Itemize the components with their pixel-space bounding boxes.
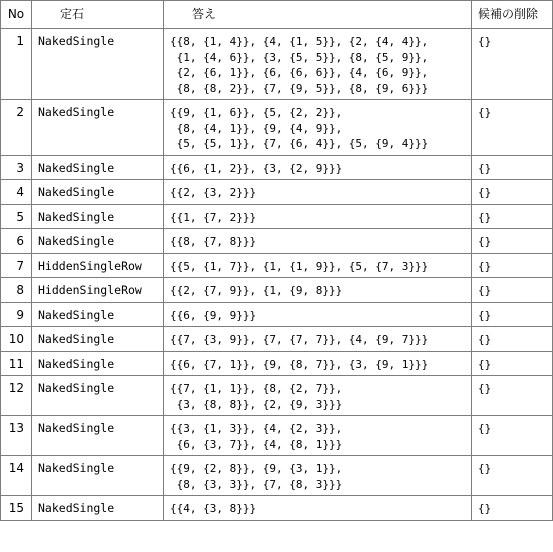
row-answer bbox=[164, 29, 472, 100]
answer-line: {8, {3, 3}}, {7, {8, 3}}} bbox=[170, 477, 343, 491]
row-pattern: NakedSingle bbox=[32, 416, 164, 456]
table-row bbox=[1, 302, 553, 327]
row-number: 8 bbox=[1, 278, 32, 303]
answer-line: {{5, {1, 7}}, {1, {1, 9}}, {5, {7, 3}}} bbox=[170, 259, 429, 273]
answer-line: {{6, {7, 1}}, {9, {8, 7}}, {3, {9, 1}}} bbox=[170, 357, 429, 371]
row-pattern: NakedSingle bbox=[32, 376, 164, 416]
table-row bbox=[1, 456, 553, 496]
row-answer bbox=[164, 229, 472, 254]
header-answer: 答え bbox=[164, 1, 472, 29]
row-answer bbox=[164, 180, 472, 205]
table-row bbox=[1, 180, 553, 205]
row-candidates: {} bbox=[472, 29, 553, 100]
answer-line: {2, {6, 1}}, {6, {6, 6}}, {4, {6, 9}}, bbox=[170, 66, 429, 79]
answer-line: {{9, {2, 8}}, {9, {3, 1}}, bbox=[170, 462, 343, 475]
row-pattern: NakedSingle bbox=[32, 29, 164, 100]
row-candidates: {} bbox=[472, 302, 553, 327]
row-number: 6 bbox=[1, 229, 32, 254]
answer-line: {6, {3, 7}}, {4, {8, 1}}} bbox=[170, 437, 343, 451]
row-candidates: {} bbox=[472, 155, 553, 180]
row-pattern: NakedSingle bbox=[32, 204, 164, 229]
row-candidates: {} bbox=[472, 229, 553, 254]
row-candidates: {} bbox=[472, 204, 553, 229]
row-answer bbox=[164, 278, 472, 303]
table-row bbox=[1, 204, 553, 229]
row-answer bbox=[164, 302, 472, 327]
answer-line: {{9, {1, 6}}, {5, {2, 2}}, bbox=[170, 106, 343, 119]
row-candidates: {} bbox=[472, 180, 553, 205]
answer-line: {1, {4, 6}}, {3, {5, 5}}, {8, {5, 9}}, bbox=[170, 50, 429, 64]
answer-line: {{7, {3, 9}}, {7, {7, 7}}, {4, {9, 7}}} bbox=[170, 333, 429, 346]
row-candidates: {} bbox=[472, 253, 553, 278]
header-no: No bbox=[1, 1, 32, 29]
row-candidates: {} bbox=[472, 278, 553, 303]
row-pattern: NakedSingle bbox=[32, 496, 164, 521]
row-answer bbox=[164, 327, 472, 352]
row-number: 13 bbox=[1, 416, 32, 456]
table-row bbox=[1, 253, 553, 278]
answer-line: {{8, {7, 8}}} bbox=[170, 235, 257, 248]
answer-line: {{1, {7, 2}}} bbox=[170, 210, 257, 224]
row-pattern: NakedSingle bbox=[32, 100, 164, 156]
row-number: 14 bbox=[1, 456, 32, 496]
answer-line: {8, {8, 2}}, {7, {9, 5}}, {8, {9, 6}}} bbox=[170, 81, 429, 95]
row-pattern: NakedSingle bbox=[32, 229, 164, 254]
row-number: 10 bbox=[1, 327, 32, 352]
row-answer bbox=[164, 376, 472, 416]
row-answer bbox=[164, 204, 472, 229]
table-row bbox=[1, 229, 553, 254]
row-number: 1 bbox=[1, 29, 32, 100]
table-row bbox=[1, 416, 553, 456]
row-answer bbox=[164, 253, 472, 278]
row-pattern: NakedSingle bbox=[32, 180, 164, 205]
header-pattern: 定石 bbox=[32, 1, 164, 29]
row-candidates: {} bbox=[472, 416, 553, 456]
row-pattern: HiddenSingleRow bbox=[32, 278, 164, 303]
answer-line: {{6, {9, 9}}} bbox=[170, 308, 257, 322]
row-candidates: {} bbox=[472, 351, 553, 376]
answer-line: {8, {4, 1}}, {9, {4, 9}}, bbox=[170, 121, 343, 135]
row-pattern: NakedSingle bbox=[32, 351, 164, 376]
table-body bbox=[1, 29, 553, 521]
row-pattern: NakedSingle bbox=[32, 456, 164, 496]
row-pattern: NakedSingle bbox=[32, 155, 164, 180]
row-candidates: {} bbox=[472, 456, 553, 496]
row-pattern: HiddenSingleRow bbox=[32, 253, 164, 278]
table-row bbox=[1, 327, 553, 352]
row-number: 3 bbox=[1, 155, 32, 180]
table-row bbox=[1, 376, 553, 416]
row-pattern: NakedSingle bbox=[32, 327, 164, 352]
row-number: 9 bbox=[1, 302, 32, 327]
row-candidates: {} bbox=[472, 496, 553, 521]
row-candidates: {} bbox=[472, 100, 553, 156]
row-pattern: NakedSingle bbox=[32, 302, 164, 327]
answer-line: {{8, {1, 4}}, {4, {1, 5}}, {2, {4, 4}}, bbox=[170, 35, 429, 48]
header-candidates: 候補の削除 bbox=[472, 1, 553, 29]
row-number: 15 bbox=[1, 496, 32, 521]
row-number: 12 bbox=[1, 376, 32, 416]
row-number: 11 bbox=[1, 351, 32, 376]
row-answer bbox=[164, 100, 472, 156]
row-answer bbox=[164, 416, 472, 456]
row-candidates: {} bbox=[472, 327, 553, 352]
table-row bbox=[1, 155, 553, 180]
header-row bbox=[1, 1, 553, 29]
answer-line: {{4, {3, 8}}} bbox=[170, 502, 257, 515]
answer-line: {3, {8, 8}}, {2, {9, 3}}} bbox=[170, 397, 343, 411]
answer-line: {{7, {1, 1}}, {8, {2, 7}}, bbox=[170, 382, 343, 395]
row-answer bbox=[164, 351, 472, 376]
row-number: 4 bbox=[1, 180, 32, 205]
row-answer bbox=[164, 456, 472, 496]
answer-line: {{2, {7, 9}}, {1, {9, 8}}} bbox=[170, 284, 343, 297]
answer-line: {{3, {1, 3}}, {4, {2, 3}}, bbox=[170, 422, 343, 435]
row-answer bbox=[164, 155, 472, 180]
answer-line: {5, {5, 1}}, {7, {6, 4}}, {5, {9, 4}}} bbox=[170, 137, 429, 150]
table-row bbox=[1, 29, 553, 100]
answer-line: {{2, {3, 2}}} bbox=[170, 186, 257, 199]
row-answer bbox=[164, 496, 472, 521]
row-number: 5 bbox=[1, 204, 32, 229]
row-number: 7 bbox=[1, 253, 32, 278]
answer-line: {{6, {1, 2}}, {3, {2, 9}}} bbox=[170, 161, 343, 175]
row-number: 2 bbox=[1, 100, 32, 156]
row-candidates: {} bbox=[472, 376, 553, 416]
table-row bbox=[1, 351, 553, 376]
table-row bbox=[1, 100, 553, 156]
table-row bbox=[1, 278, 553, 303]
table-row bbox=[1, 496, 553, 521]
